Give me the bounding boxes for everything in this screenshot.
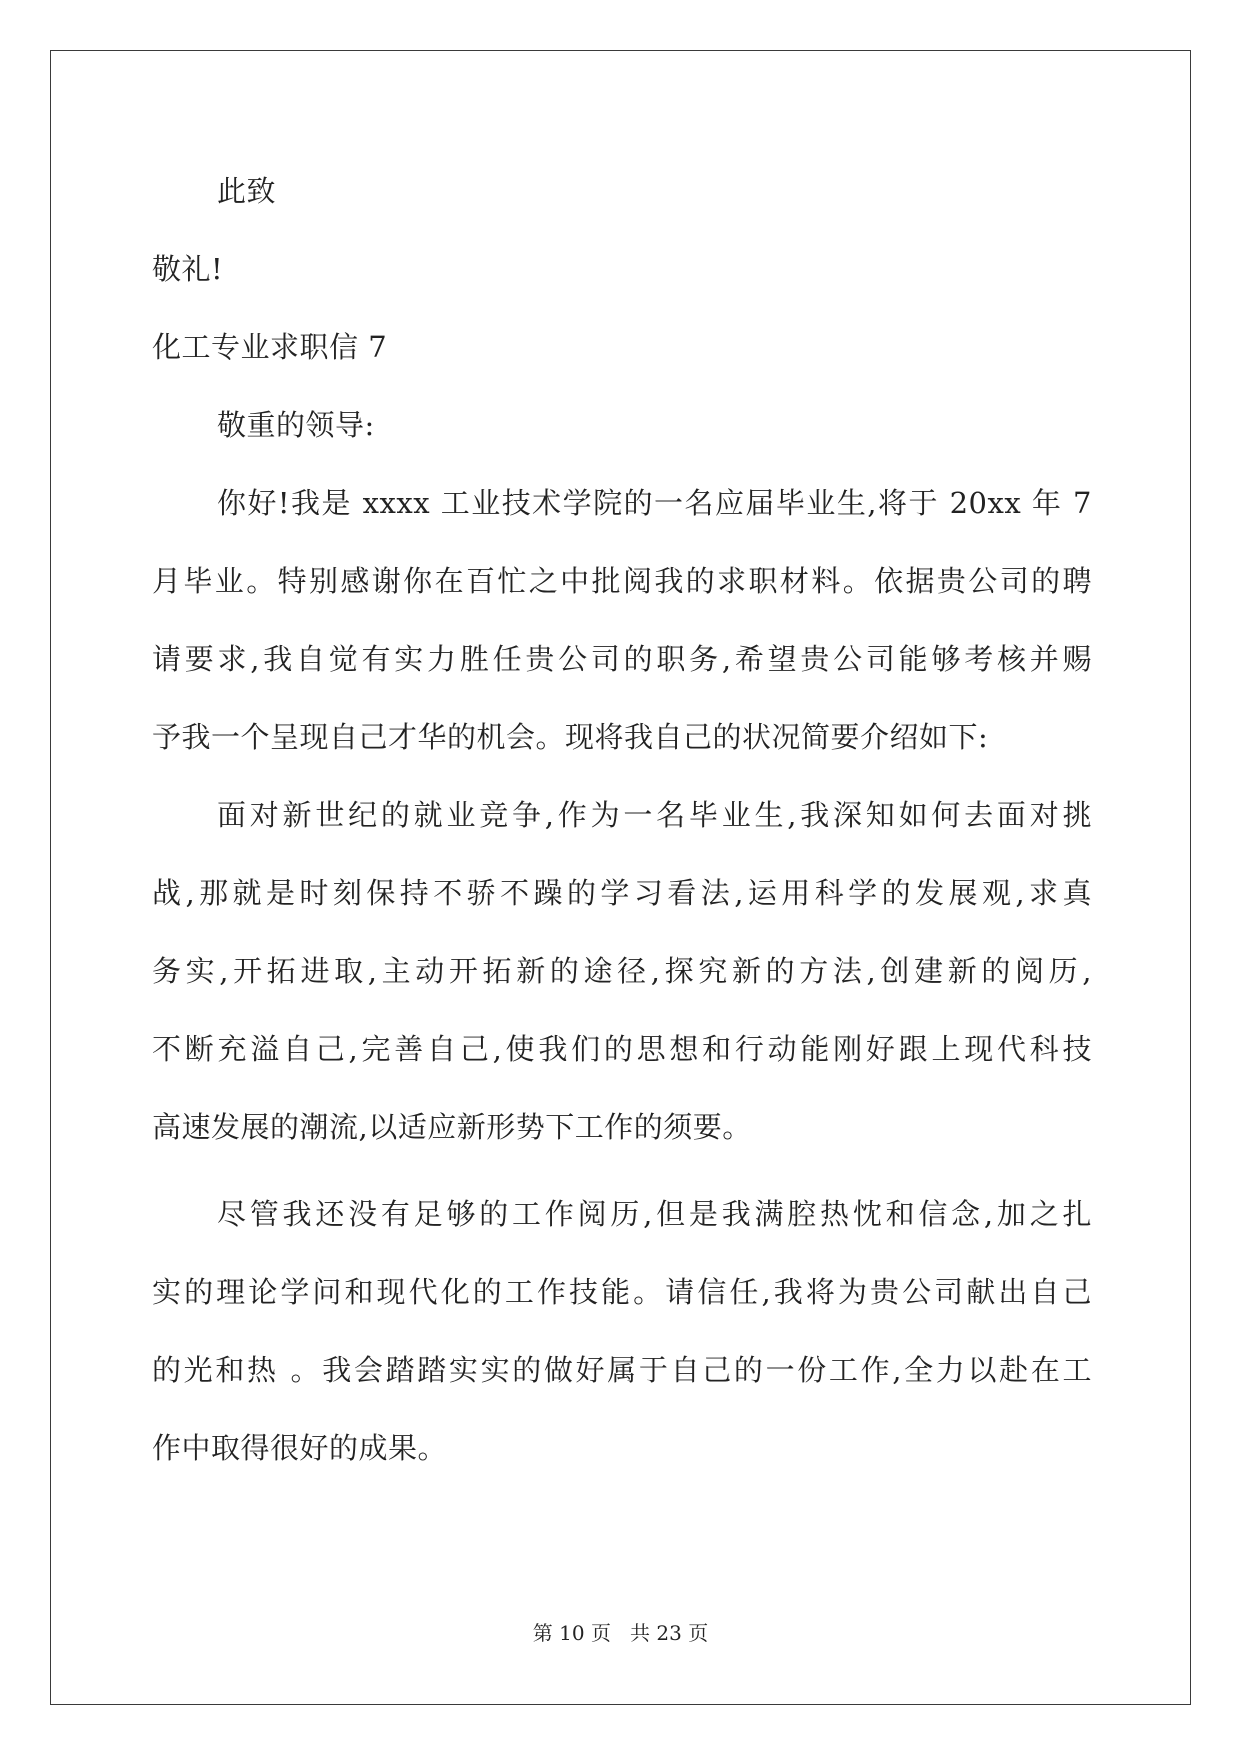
paragraph-line: 尽管我还没有足够的工作阅历,但是我满腔热忱和信念,加之扎 [217,1197,1092,1231]
paragraph-line: 你好!我是 xxxx 工业技术学院的一名应届毕业生,将于 20xx 年 7 [217,486,1092,520]
paragraph-line: 的光和热 。我会踏踏实实的做好属于自己的一份工作,全力以赴在工 [152,1353,1092,1387]
paragraph-line: 予我一个呈现自己才华的机会。现将我自己的状况简要介绍如下: [152,720,989,754]
paragraph-line: 高速发展的潮流,以适应新形势下工作的须要。 [152,1110,752,1144]
paragraph-line: 月毕业。特别感谢你在百忙之中批阅我的求职材料。依据贵公司的聘 [152,564,1092,598]
paragraph-line: 面对新世纪的就业竞争,作为一名毕业生,我深知如何去面对挑 [217,798,1092,832]
paragraph-line: 作中取得很好的成果。 [152,1431,448,1465]
paragraph-line: 请要求,我自觉有实力胜任贵公司的职务,希望贵公司能够考核并赐 [152,642,1092,676]
page-number-footer: 第 10 页 共 23 页 [532,1621,709,1645]
document-body [152,170,1092,1505]
section-title: 化工专业求职信 7 [152,330,388,364]
salute-line: 敬礼! [152,252,224,286]
paragraph-line: 务实,开拓进取,主动开拓新的途径,探究新的方法,创建新的阅历, [152,954,1092,988]
closing-line: 此致 [217,174,277,208]
paragraph-line: 战,那就是时刻保持不骄不躁的学习看法,运用科学的发展观,求真 [152,876,1092,910]
greeting-line: 敬重的领导: [217,408,375,442]
paragraph-line: 实的理论学问和现代化的工作技能。请信任,我将为贵公司献出自己 [152,1275,1092,1309]
paragraph-line: 不断充溢自己,完善自己,使我们的思想和行动能刚好跟上现代科技 [152,1032,1092,1066]
